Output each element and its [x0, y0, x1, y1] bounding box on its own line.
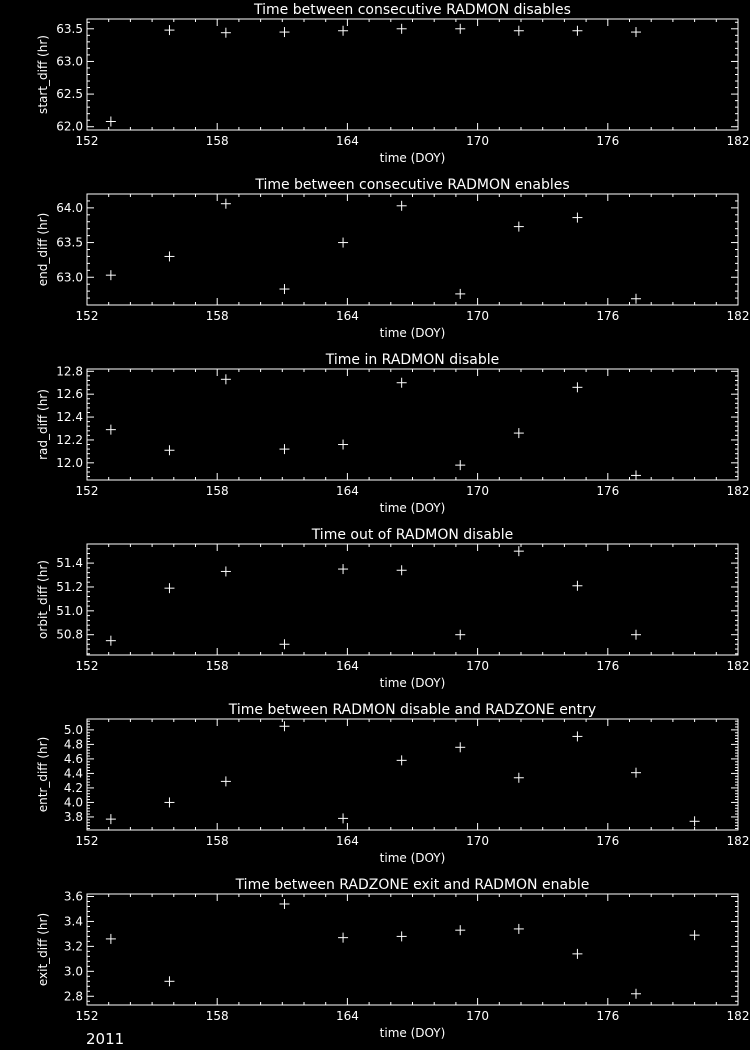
y-tick-label: 62.0 [56, 119, 83, 134]
chart-title: Time out of RADMON disable [311, 527, 514, 543]
x-tick-label: 152 [75, 659, 99, 673]
data-point [164, 445, 174, 455]
x-tick-label: 182 [726, 309, 750, 323]
plot-frame [87, 544, 738, 655]
data-point [631, 470, 641, 480]
y-tick-label: 3.0 [63, 964, 83, 979]
plot-frame [87, 369, 738, 480]
x-tick-label: 164 [335, 134, 359, 148]
data-point [338, 238, 348, 248]
y-tick-label: 51.0 [56, 603, 83, 618]
x-axis-label: time (DOY) [379, 151, 446, 165]
data-point [397, 931, 407, 941]
data-point [397, 378, 407, 388]
x-tick-label: 170 [466, 309, 490, 323]
data-point [279, 284, 289, 294]
x-tick-label: 164 [335, 659, 359, 673]
data-point [514, 546, 524, 556]
data-point [514, 773, 524, 783]
y-tick-label: 63.5 [56, 21, 83, 36]
data-point [572, 213, 582, 223]
x-tick-label: 176 [596, 834, 620, 848]
data-point [338, 813, 348, 823]
data-point [397, 565, 407, 575]
data-point [572, 949, 582, 959]
data-point [572, 26, 582, 36]
y-axis-label: rad_diff (hr) [36, 389, 50, 460]
data-point [338, 933, 348, 943]
y-tick-label: 12.0 [56, 455, 83, 470]
data-point [690, 816, 700, 826]
y-tick-label: 12.8 [56, 364, 83, 379]
data-point [338, 26, 348, 36]
y-tick-label: 12.2 [56, 432, 83, 447]
x-tick-label: 170 [466, 659, 490, 673]
x-tick-label: 164 [335, 834, 359, 848]
x-tick-label: 158 [205, 1009, 229, 1023]
chart-title: Time between consecutive RADMON enables [255, 177, 570, 193]
y-tick-label: 12.6 [56, 387, 83, 402]
data-point [572, 382, 582, 392]
data-point [164, 251, 174, 261]
data-point [514, 428, 524, 438]
x-tick-label: 176 [596, 484, 620, 498]
chart-panel-4 [36, 527, 749, 690]
data-point [455, 460, 465, 470]
y-tick-label: 4.6 [63, 751, 83, 766]
data-point [514, 222, 524, 232]
y-tick-label: 5.0 [63, 722, 83, 737]
chart-panel-6 [36, 877, 749, 1040]
x-tick-label: 164 [335, 1009, 359, 1023]
data-point [164, 583, 174, 593]
x-axis-label: time (DOY) [379, 676, 446, 690]
chart-title: Time in RADMON disable [325, 352, 500, 368]
y-tick-label: 51.4 [56, 556, 83, 571]
y-tick-label: 12.4 [56, 410, 83, 425]
data-point [455, 24, 465, 34]
y-tick-label: 4.4 [63, 766, 83, 781]
x-tick-label: 158 [205, 134, 229, 148]
x-axis-label: time (DOY) [379, 501, 446, 515]
data-point [221, 28, 231, 38]
y-tick-label: 50.8 [56, 627, 83, 642]
data-point [164, 976, 174, 986]
data-point [514, 924, 524, 934]
x-tick-label: 182 [726, 659, 750, 673]
y-tick-label: 3.6 [63, 889, 83, 904]
chart-panel-2 [36, 177, 749, 340]
data-point [221, 199, 231, 209]
data-point [279, 899, 289, 909]
y-tick-label: 62.5 [56, 87, 83, 102]
x-tick-label: 182 [726, 484, 750, 498]
data-point [631, 27, 641, 37]
x-tick-label: 158 [205, 484, 229, 498]
data-point [106, 117, 116, 127]
y-tick-label: 2.8 [63, 989, 83, 1004]
y-axis-label: entr_diff (hr) [36, 736, 50, 813]
chart-title: Time between RADZONE exit and RADMON enable [235, 877, 590, 893]
x-tick-label: 158 [205, 309, 229, 323]
x-tick-label: 176 [596, 309, 620, 323]
x-tick-label: 152 [75, 484, 99, 498]
plot-frame [87, 894, 738, 1005]
x-tick-label: 152 [75, 834, 99, 848]
data-point [106, 636, 116, 646]
x-tick-label: 152 [75, 309, 99, 323]
data-point [106, 425, 116, 435]
x-tick-label: 182 [726, 134, 750, 148]
data-point [164, 25, 174, 35]
y-tick-label: 63.5 [56, 235, 83, 250]
x-tick-label: 164 [335, 484, 359, 498]
x-axis-label: time (DOY) [379, 851, 446, 865]
y-tick-label: 63.0 [56, 54, 83, 69]
y-tick-label: 63.0 [56, 270, 83, 285]
data-point [572, 731, 582, 741]
data-point [631, 989, 641, 999]
data-point [690, 930, 700, 940]
data-point [455, 742, 465, 752]
y-axis-label: end_diff (hr) [36, 212, 50, 287]
y-axis-label: orbit_diff (hr) [36, 560, 50, 639]
plot-frame [87, 194, 738, 305]
y-tick-label: 3.4 [63, 914, 83, 929]
data-point [631, 768, 641, 778]
chart-title: Time between RADMON disable and RADZONE entry [228, 702, 597, 718]
data-point [164, 797, 174, 807]
data-point [106, 934, 116, 944]
data-point [455, 289, 465, 299]
x-tick-label: 170 [466, 134, 490, 148]
data-point [279, 721, 289, 731]
data-point [455, 630, 465, 640]
y-tick-label: 51.2 [56, 579, 83, 594]
x-axis-label: time (DOY) [379, 326, 446, 340]
data-point [221, 776, 231, 786]
footer-year: 2011 [86, 1030, 125, 1048]
x-tick-label: 170 [466, 1009, 490, 1023]
y-tick-label: 4.8 [63, 737, 83, 752]
data-point [338, 564, 348, 574]
x-tick-label: 176 [596, 659, 620, 673]
y-tick-label: 3.8 [63, 809, 83, 824]
y-tick-label: 4.2 [63, 780, 83, 795]
data-point [221, 374, 231, 384]
x-tick-label: 158 [205, 659, 229, 673]
plot-frame [87, 19, 738, 130]
data-point [279, 27, 289, 37]
data-point [106, 814, 116, 824]
data-point [631, 630, 641, 640]
chart-panel-5 [36, 702, 749, 865]
plot-frame [87, 719, 738, 830]
data-point [631, 294, 641, 304]
y-tick-label: 4.0 [63, 795, 83, 810]
data-point [106, 270, 116, 280]
data-point [221, 566, 231, 576]
chart-panel-3 [36, 352, 749, 515]
y-tick-label: 64.0 [56, 200, 83, 215]
x-tick-label: 176 [596, 1009, 620, 1023]
data-point [397, 24, 407, 34]
data-point [338, 440, 348, 450]
chart-panel-1 [36, 2, 749, 165]
y-tick-label: 3.2 [63, 939, 83, 954]
x-tick-label: 182 [726, 834, 750, 848]
x-tick-label: 170 [466, 484, 490, 498]
data-point [397, 755, 407, 765]
y-axis-label: start_diff (hr) [36, 35, 50, 114]
x-axis-label: time (DOY) [379, 1026, 446, 1040]
data-point [279, 639, 289, 649]
data-point [397, 201, 407, 211]
x-tick-label: 164 [335, 309, 359, 323]
x-tick-label: 170 [466, 834, 490, 848]
x-tick-label: 152 [75, 1009, 99, 1023]
x-tick-label: 158 [205, 834, 229, 848]
x-tick-label: 182 [726, 1009, 750, 1023]
data-point [455, 925, 465, 935]
x-tick-label: 152 [75, 134, 99, 148]
data-point [279, 444, 289, 454]
x-tick-label: 176 [596, 134, 620, 148]
chart-title: Time between consecutive RADMON disables [254, 2, 571, 18]
data-point [572, 581, 582, 591]
y-axis-label: exit_diff (hr) [36, 912, 50, 987]
data-point [514, 26, 524, 36]
